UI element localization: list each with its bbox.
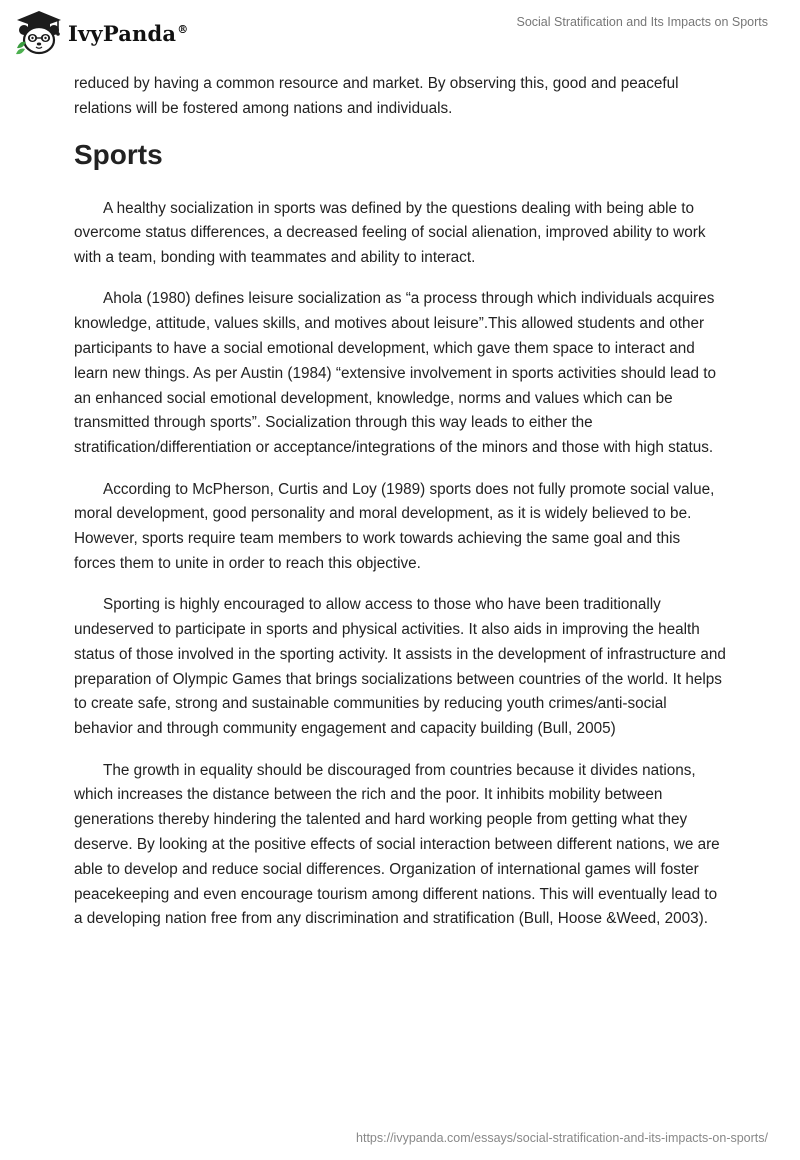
continued-paragraph: reduced by having a common resource and market. By observing this, good and peaceful relations will be fostered among nations and individuals.	[74, 75, 679, 117]
panda-graduate-icon	[14, 8, 64, 56]
registered-mark: ®	[177, 22, 189, 36]
brand-logo[interactable]	[14, 8, 188, 56]
document-title: Social Stratification and Its Impacts on Sports	[516, 15, 768, 29]
brand-name: IvyPanda®	[68, 20, 189, 46]
page-header	[0, 0, 800, 60]
body-paragraph: According to McPherson, Curtis and Loy (1989) sports does not fully promote social value, moral development, good personality and moral development, as it is widely believed to be. However, sports require team members to work towards achieving the same goal and this forces them to unite in order to reach this objective.	[74, 480, 715, 572]
source-url-link[interactable]: https://ivypanda.com/essays/social-stratification-and-its-impacts-on-sports/	[356, 1131, 768, 1145]
body-paragraph: Ahola (1980) defines leisure socialization as “a process through which individuals acquires knowledge, attitude, values skills, and motives about leisure”.This allowed students and other participants to have a social emotional development, which gave them space to interact and learn new things. As per Austin (1984) “extensive involvement in sports activities should lead to an enhanced social emotional development, knowledge, norms and values which can be transmitted through sports”. Socialization through this way leads to either the stratification/differentiation or acceptance/integrations of the minors and those with high status.	[74, 290, 716, 457]
body-paragraph: Sporting is highly encouraged to allow access to those who have been traditionally undeserved to participate in sports and physical activities. It also aids in improving the health status of those involved in the sporting activity. It assists in the development of infrastructure and preparation of Olympic Games that brings socializations between countries of the world. It helps to create safe, strong and sustainable communities by reducing youth crimes/anti-social behavior and through community engagement and capacity building (Bull, 2005)	[74, 596, 726, 738]
section-heading-sports: Sports	[74, 138, 163, 170]
body-paragraph: A healthy socialization in sports was defined by the questions dealing with being able to overcome status differences, a decreased feeling of social alienation, improved ability to work with a team, bonding with teammates and ability to interact.	[74, 199, 706, 267]
body-paragraph: The growth in equality should be discouraged from countries because it divides nations, which increases the distance between the rich and the poor. It inhibits mobility between generations thereby hindering the talented and hard working people from getting what they deserve. By looking at the positive effects of social interaction between different nations, we are able to develop and reduce social differences. Organization of international games will foster peacekeeping and even encourage tourism among different nations. This will eventually lead to a developing nation free from any discrimination and stratification (Bull, Hoose &Weed, 2003).	[74, 761, 720, 928]
essay-content	[74, 72, 726, 949]
